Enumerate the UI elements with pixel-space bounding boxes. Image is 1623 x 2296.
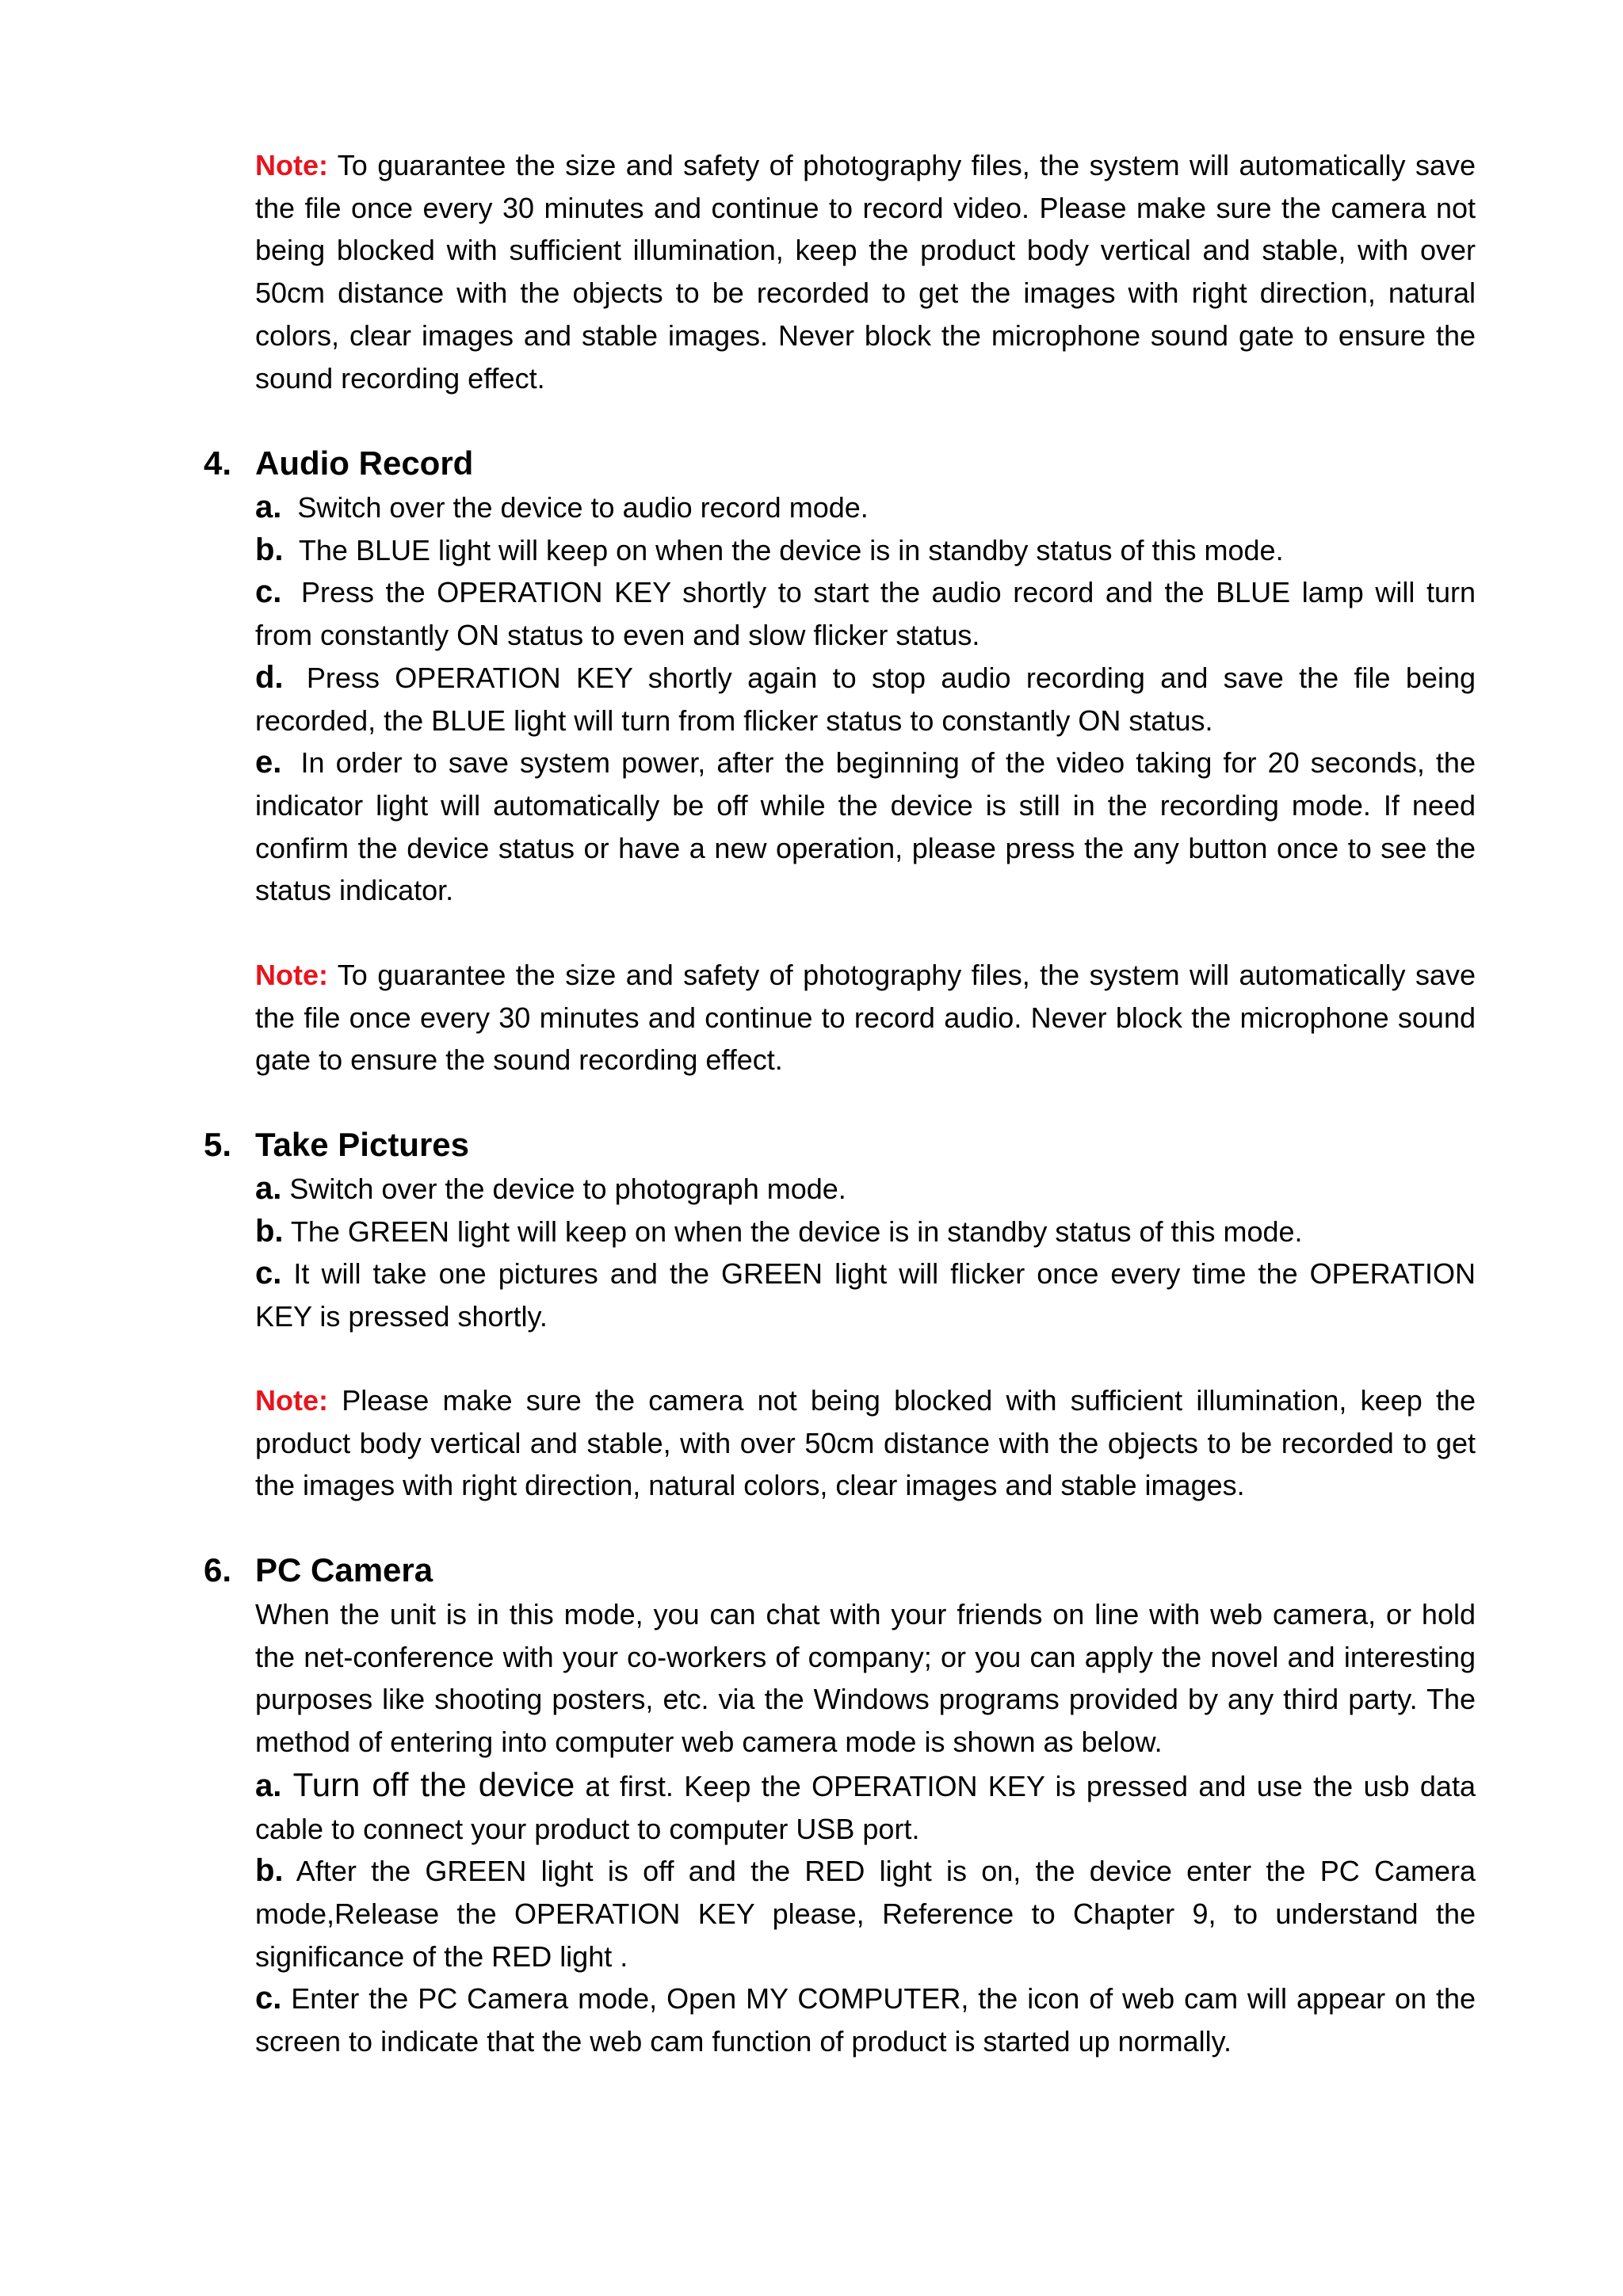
pc-camera-intro: When the unit is in this mode, you can chat with your friends on line with web camera, or hold the net-conference with your co-workers of company; or you can apply the novel and interesting purposes like shooting posters, etc. via the Windows programs provided by any third party. The method of entering into computer web camera mode is shown as below. (255, 1598, 1476, 1759)
section-title: Take Pictures (255, 1126, 470, 1163)
section-heading-take-pictures (204, 1123, 469, 1166)
section-title: PC Camera (255, 1551, 433, 1589)
section-number: 4. (204, 444, 232, 482)
note-label: Note: (255, 959, 328, 991)
item-letter: b. (255, 1853, 284, 1889)
item-letter: c. (255, 574, 282, 610)
section-heading-audio-record (204, 442, 473, 485)
list-item (255, 1211, 1476, 1253)
section-heading-pc-camera (204, 1549, 433, 1592)
pc-camera-body (255, 1593, 1476, 2063)
note-label: Note: (255, 149, 328, 181)
item-letter: b. (255, 1213, 284, 1249)
item-text: In order to save system power, after the beginning of the video taking for 20 seconds, the indicator light will automatically be off while the device is still in the recording mode. If need confirm the device status or have a new operation, please press the any button once to see the status indicator. (255, 746, 1476, 907)
item-text: Press the OPERATION KEY shortly to start the audio record and the BLUE lamp will turn from constantly ON status to even and slow flicker status. (255, 576, 1476, 652)
item-letter: b. (255, 532, 284, 567)
item-letter: d. (255, 659, 284, 695)
item-text: It will take one pictures and the GREEN light will flicker once every time the OPERATION KEY is pressed shortly. (255, 1257, 1476, 1333)
item-letter: c. (255, 1981, 282, 2016)
section-title: Audio Record (255, 444, 474, 482)
video-note-paragraph (255, 144, 1476, 399)
section-number: 6. (204, 1551, 232, 1589)
audio-note-paragraph (255, 954, 1476, 1081)
item-text: After the GREEN light is off and the RED light is on, the device enter the PC Camera mode,Release the OPERATION KEY please, Reference to Chapter 9, to understand the significance of the RED light . (255, 1855, 1476, 1973)
item-text: The BLUE light will keep on when the device is in standby status of this mode. (298, 533, 1284, 566)
pictures-note-text: Please make sure the camera not being blocked with sufficient illumination, keep the product body vertical and stable, with over 50cm distance with the objects to be recorded to get the images with right direction, natural colors, clear images and stable images. (255, 1384, 1476, 1502)
item-letter: a. (255, 1171, 282, 1206)
list-item (255, 529, 1476, 572)
item-text: Press OPERATION KEY shortly again to stop audio recording and save the file being recorded, the BLUE light will turn from flicker status to constantly ON status. (255, 661, 1476, 737)
item-letter: a. (255, 1768, 282, 1803)
pictures-note (255, 1379, 1476, 1507)
take-pictures-items (255, 1168, 1476, 1338)
item-letter: a. (255, 490, 282, 524)
video-note (255, 144, 1476, 399)
item-text: at first. Keep the OPERATION KEY is pressed and use the usb data cable to connect your product to computer USB port. (255, 1769, 1476, 1845)
list-item (255, 1168, 1476, 1211)
audio-note-text: To guarantee the size and safety of photography files, the system will automatically save the file once every 30 minutes and continue to record audio. Never block the microphone sound gate to ensure the sound recording effect. (255, 959, 1476, 1077)
list-item (255, 1253, 1476, 1337)
item-text: The GREEN light will keep on when the device is in standby status of this mode. (283, 1215, 1303, 1248)
section-number: 5. (204, 1126, 232, 1163)
item-text: Switch over the device to photograph mode. (281, 1173, 846, 1205)
list-item (255, 571, 1476, 656)
item-letter: c. (255, 1256, 282, 1291)
audio-note (255, 954, 1476, 1081)
note-label: Note: (255, 1384, 328, 1417)
pictures-note-paragraph (255, 1379, 1476, 1507)
item-text: Switch over the device to audio record mode. (297, 491, 869, 524)
item-emphasis: Turn off the device (281, 1765, 575, 1803)
list-item (255, 486, 1476, 529)
video-note-text: To guarantee the size and safety of photography files, the system will automatically save the file once every 30 minutes and continue to record video. Please make sure the camera not being blocked with sufficient illumination, keep the product body vertical and stable, with over 50cm distance with the objects to be recorded to get the images with right direction, natural colors, clear images and stable images. Never block the microphone sound gate to ensure the sound recording effect. (255, 149, 1476, 395)
list-item (255, 742, 1476, 912)
item-text: Enter the PC Camera mode, Open MY COMPUTER, the icon of web cam will appear on the screen to indicate that the web cam function of product is started up normally. (255, 1982, 1476, 2058)
list-item (255, 1764, 1476, 1850)
list-item (255, 1978, 1476, 2062)
list-item (255, 1850, 1476, 1978)
list-item (255, 657, 1476, 742)
item-letter: e. (255, 745, 282, 780)
audio-record-items (255, 486, 1476, 912)
